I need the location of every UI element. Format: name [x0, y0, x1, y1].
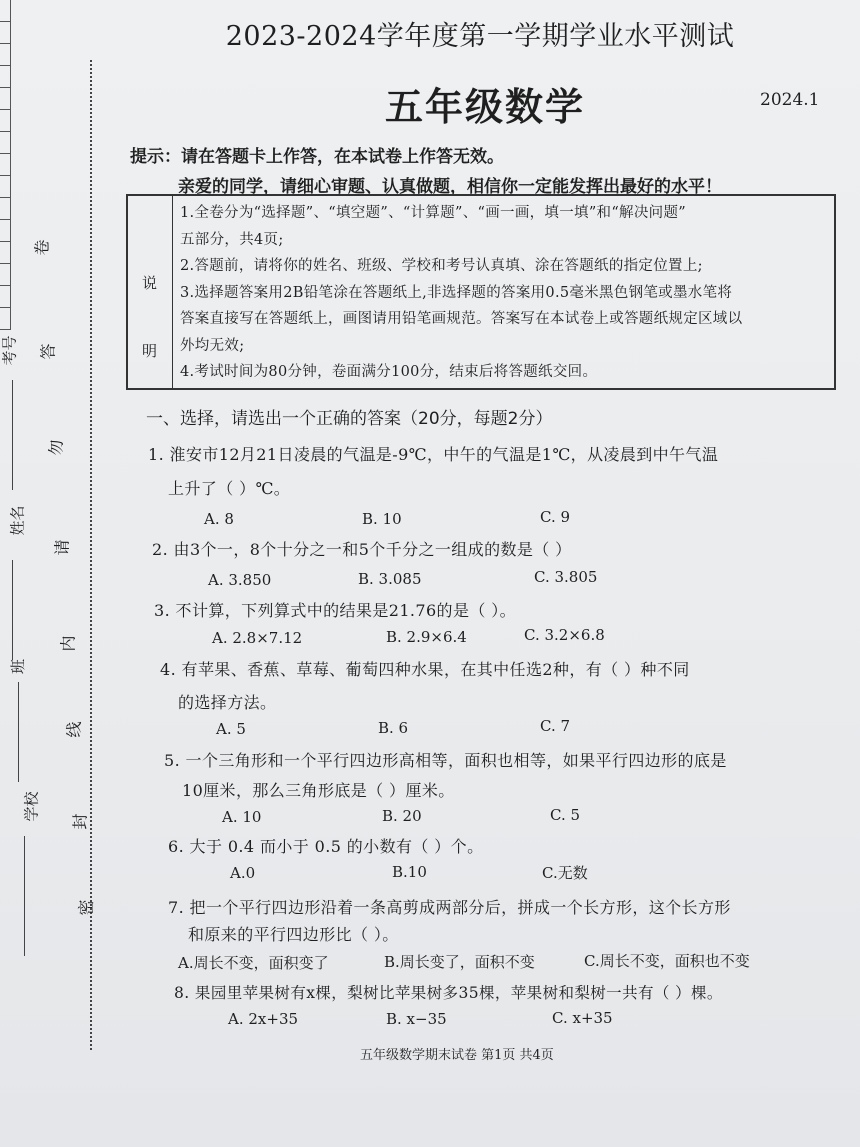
exam-title: 2023-2024学年度第一学期学业水平测试 — [225, 21, 735, 52]
question-3-text: 3. 不计算，下列算式中的结果是21.76的是（ ）。 — [154, 601, 517, 620]
instructions-tag — [128, 196, 173, 388]
seal-char: 密 — [76, 899, 96, 916]
exam-number-line — [12, 380, 13, 490]
question-5-option-a: A. 10 — [222, 808, 262, 826]
exam-number-label: 考号 — [0, 335, 19, 366]
school-line — [24, 836, 25, 956]
exam-date: 2024.1 — [760, 90, 820, 110]
question-6-option-b: B.10 — [392, 863, 427, 881]
tip-line-1: 提示：请在答题卡上作答，在本试卷上作答无效。 — [130, 147, 504, 167]
instruction-line: 1.全卷分为“选择题”、“填空题”、“计算题”、“画一画，填一填”和“解决问题” — [180, 205, 686, 221]
question-7-text-cont: 和原来的平行四边形比（ ）。 — [188, 925, 399, 944]
question-6-text: 6. 大于 0.4 而小于 0.5 的小数有（ ）个。 — [168, 837, 484, 856]
instruction-line: 4.考试时间为80分钟，卷面满分100分，结束后将答题纸交回。 — [180, 364, 598, 380]
question-8-option-b: B. x−35 — [386, 1010, 447, 1028]
instruction-line: 3.选择题答案用2B铅笔涂在答题纸上,非选择题的答案用0.5毫米黑色钢笔或墨水笔将 — [180, 284, 733, 301]
instruction-line: 五部分，共4页; — [180, 231, 284, 248]
exam-number-grid — [0, 0, 11, 330]
seal-char: 线 — [64, 721, 84, 738]
question-4-option-b: B. 6 — [378, 719, 409, 737]
question-1-option-c: C. 9 — [540, 508, 571, 526]
school-label: 学校 — [22, 791, 41, 822]
class-label: 班 — [9, 658, 28, 675]
name-line — [12, 560, 13, 660]
question-8-text: 8. 果园里苹果树有x棵，梨树比苹果树多35棵，苹果树和梨树一共有（ ）棵。 — [174, 984, 723, 1002]
exam-subject: 五年级数学 — [384, 85, 585, 129]
question-3-option-c: C. 3.2×6.8 — [524, 626, 605, 644]
instructions-tag-char: 明 — [142, 342, 158, 360]
question-4-option-a: A. 5 — [216, 720, 246, 738]
section-heading: 一、选择，请选出一个正确的答案（20分，每题2分） — [146, 409, 553, 429]
question-8-option-a: A. 2x+35 — [228, 1010, 299, 1028]
question-1-text-cont: 上升了（ ）℃。 — [168, 479, 291, 498]
question-2-option-c: C. 3.805 — [534, 568, 598, 586]
name-label: 姓名 — [8, 505, 27, 536]
seal-char: 答 — [38, 343, 58, 360]
binding-strip — [0, 0, 100, 1147]
question-2-option-a: A. 3.850 — [208, 571, 272, 589]
question-8-option-c: C. x+35 — [552, 1009, 613, 1027]
class-line — [18, 682, 19, 782]
question-1-option-a: A. 8 — [204, 510, 234, 528]
question-7-text: 7. 把一个平行四边形沿着一条高剪成两部分后，拼成一个长方形，这个长方形 — [168, 898, 731, 917]
tip-line-2: 亲爱的同学，请细心审题、认真做题，相信你一定能发挥出最好的水平！ — [178, 177, 722, 197]
question-2-text: 2. 由3个一，8个十分之一和5个千分之一组成的数是（ ） — [152, 540, 572, 559]
page-footer: 五年级数学期末试卷 第1页 共4页 — [360, 1048, 554, 1063]
instructions-body — [180, 200, 830, 386]
question-7-option-c: C.周长不变，面积也不变 — [584, 952, 750, 970]
seal-char: 卷 — [32, 239, 52, 256]
question-6-option-c: C.无数 — [542, 864, 588, 882]
question-4-text: 4. 有苹果、香蕉、草莓、葡萄四种水果，在其中任选2种，有（ ）种不同 — [160, 660, 690, 679]
seal-char: 请 — [52, 539, 72, 556]
question-5-text-cont: 10厘米，那么三角形底是（ ）厘米。 — [182, 781, 455, 800]
instruction-line: 外均无效; — [180, 337, 245, 354]
question-3-option-a: A. 2.8×7.12 — [212, 629, 303, 647]
question-3-option-b: B. 2.9×6.4 — [386, 628, 467, 646]
question-2-option-b: B. 3.085 — [358, 570, 422, 588]
instructions-box — [126, 194, 836, 390]
seal-char: 内 — [58, 635, 78, 652]
question-4-text-cont: 的选择方法。 — [178, 693, 277, 712]
seal-char: 封 — [70, 813, 90, 830]
instruction-line: 2.答题前，请将你的姓名、班级、学校和考号认真填、涂在答题纸的指定位置上; — [180, 258, 703, 274]
question-6-option-a: A.0 — [230, 864, 256, 882]
instructions-tag-char: 说 — [142, 274, 158, 292]
question-4-option-c: C. 7 — [540, 717, 571, 735]
question-5-option-b: B. 20 — [382, 807, 422, 825]
question-1-text: 1. 淮安市12月21日凌晨的气温是-9℃，中午的气温是1℃，从凌晨到中午气温 — [148, 445, 719, 464]
instruction-line: 答案直接写在答题纸上，画图请用铅笔画规范。答案写在本试卷上或答题纸规定区域以 — [180, 311, 743, 327]
question-1-option-b: B. 10 — [362, 510, 402, 528]
question-5-option-c: C. 5 — [550, 806, 581, 824]
seal-char: 勿 — [46, 439, 66, 456]
question-7-option-a: A.周长不变，面积变了 — [178, 954, 329, 972]
question-7-option-b: B.周长变了，面积不变 — [384, 953, 535, 971]
question-5-text: 5. 一个三角形和一个平行四边形高相等，面积也相等，如果平行四边形的底是 — [164, 751, 727, 770]
